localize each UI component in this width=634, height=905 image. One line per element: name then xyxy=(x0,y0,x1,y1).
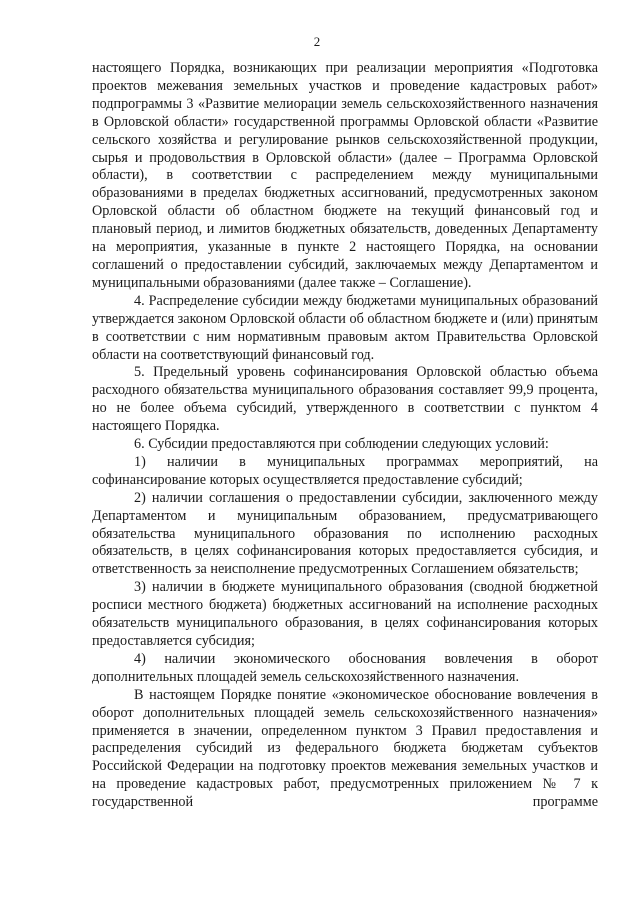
paragraph-item-6: 6. Субсидии предоставляются при соблюдении следующих условий: xyxy=(134,436,549,453)
paragraph-condition-1: 1) наличии в муниципальных программах мероприятий, на софинансирование которых осуществляется предоставление субсидий; xyxy=(92,453,598,488)
paragraph-condition-3: 3) наличии в бюджете муниципального образования (сводной бюджетной росписи местного бюджета) бюджетных ассигнований на исполнение расходных обязательств муниципального образования, в целях софинансирования которых предоставляется субсидия; xyxy=(92,579,598,649)
paragraph-item-5: 5. Предельный уровень софинансирования Орловской областью объема расходного обязательства муниципального образования составляет 99,9 процента, но не более объема субсидий, утвержденного в соответствии с пунктом 4 настоящего Порядка. xyxy=(92,364,598,435)
document-body xyxy=(92,60,598,812)
paragraph-item-4: 4. Распределение субсидии между бюджетами муниципальных образований утверждается законом Орловской области об областном бюджете и (или) принятым в соответствии с ним нормативным правовым актом Правительства Орловской области на соответствующий финансовый год. xyxy=(92,292,598,363)
paragraph-condition-2: 2) наличии соглашения о предоставлении субсидии, заключенного между Департаментом и муниципальным образованием, предусматривающего обязательства муниципального образования по исполнению расходных обязательств, в целях софинансирования которых предоставляется субсидия, и ответственность за неисполнение предусмотренных Соглашением обязательств; xyxy=(92,489,598,578)
page-number: 2 xyxy=(313,34,321,49)
paragraph-condition-4: 4) наличии экономического обоснования вовлечения в оборот дополнительных площадей земель сельскохозяйственного назначения. xyxy=(92,650,598,685)
paragraph-definition: В настоящем Порядке понятие «экономическое обоснование вовлечения в оборот дополнительных площадей земель сельскохозяйственного назначения» применяется в значении, определенном пунктом 3 Правил предоставления и распределения субсидий из федерального бюджета бюджетам субъектов Российской Федерации на подготовку проектов межевания земельных участков и на проведение кадастровых работ, предусмотренных приложением № 7 к государственной программе xyxy=(92,686,598,811)
paragraph-continuation: настоящего Порядка, возникающих при реализации мероприятия «Подготовка проектов межевания земельных участков и проведение кадастровых работ» подпрограммы 3 «Развитие мелиорации земель сельскохозяйственного назначения в Орловской области» государственной программы Орловской области «Развитие сельского хозяйства и регулирование рынков сельскохозяйственной продукции, сырья и продовольствия в Орловской области» (далее – Программа Орловской области), в соответствии с распределением между муниципальными образованиями в пределах бюджетных ассигнований, предусмотренных законом Орловской области об областном бюджете на текущий финансовый год и плановый период, и лимитов бюджетных обязательств, доведенных Департаменту на мероприятия, указанные в пункте 2 настоящего Порядка, на основании соглашений о предоставлении субсидий, заключаемых между Департаментом и муниципальными образованиями (далее также – Соглашение). xyxy=(92,60,598,291)
